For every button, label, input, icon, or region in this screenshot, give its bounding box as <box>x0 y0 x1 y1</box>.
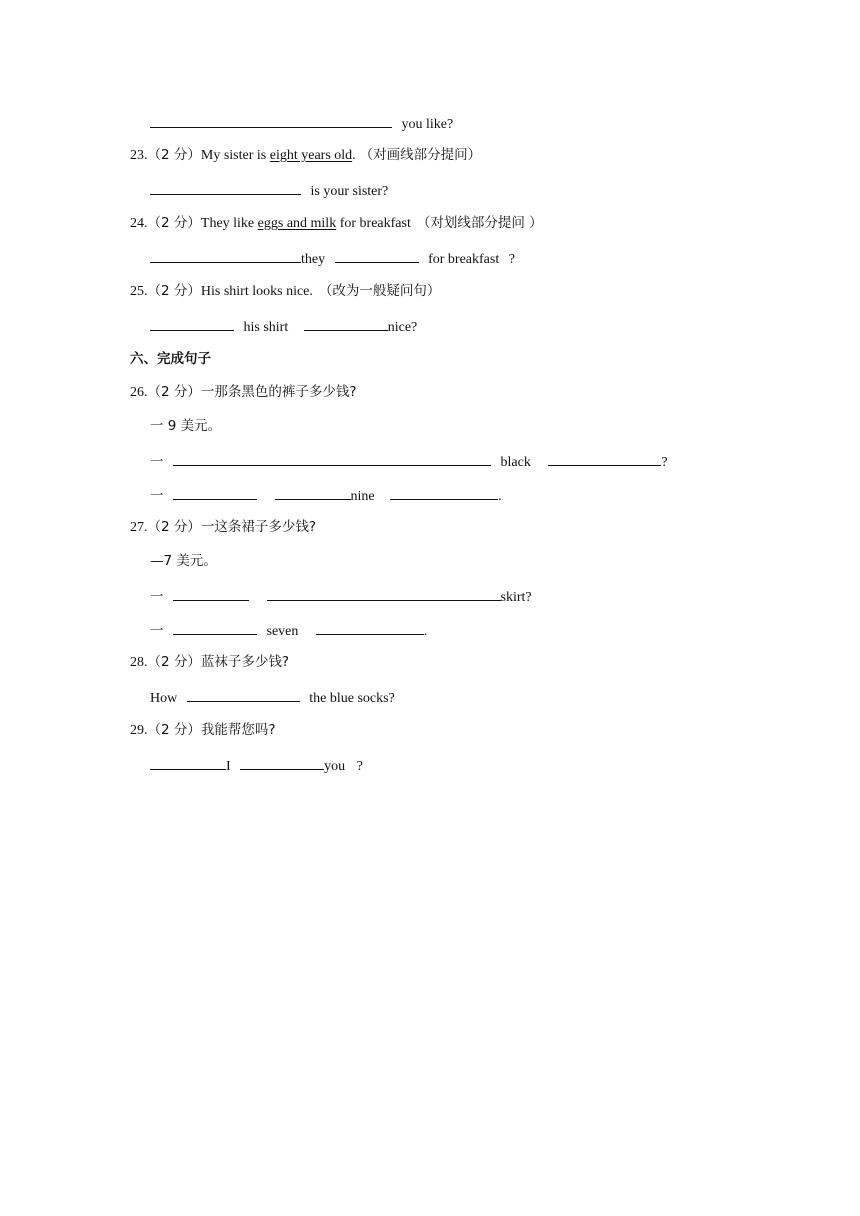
answer-text: his shirt <box>243 320 289 335</box>
answer-text: . <box>498 489 502 504</box>
answer-blank[interactable] <box>150 113 392 128</box>
q27-reply: —7 美元。 <box>150 553 217 569</box>
answer-text: I <box>226 759 231 774</box>
q24-question <box>130 214 543 233</box>
answer-text: you <box>324 759 346 774</box>
answer-text: skirt? <box>500 590 532 605</box>
answer-blank[interactable] <box>548 451 661 466</box>
q27-answer-line-1 <box>150 586 532 607</box>
sentence-text: They like <box>200 216 258 231</box>
answer-text: for breakfast <box>428 252 500 267</box>
dialogue-dash: 一 <box>150 454 164 470</box>
answer-text: nice? <box>387 320 418 335</box>
q28-question <box>130 653 289 672</box>
answer-blank[interactable] <box>150 180 301 195</box>
q29-answer-line <box>150 755 363 776</box>
answer-text: nine <box>350 489 375 504</box>
sentence-text: My sister is <box>200 148 270 163</box>
answer-blank[interactable] <box>173 485 257 500</box>
q23-answer-line <box>150 180 388 201</box>
sentence-text: His shirt looks nice. <box>200 284 313 299</box>
answer-text: the blue socks? <box>309 691 395 706</box>
answer-text: ? <box>356 759 363 774</box>
q27-answer-line-2 <box>150 620 427 641</box>
answer-text: ? <box>661 455 668 470</box>
dialogue-dash: 一 <box>150 589 164 605</box>
sentence-text: . <box>352 148 356 163</box>
question-instruction: （改为一般疑问句） <box>318 283 441 299</box>
answer-blank[interactable] <box>240 755 324 770</box>
question-number: 24. <box>130 216 148 231</box>
answer-text: black <box>500 455 531 470</box>
answer-blank[interactable] <box>267 586 501 601</box>
answer-text: seven <box>266 624 299 639</box>
question-number: 23. <box>130 148 148 163</box>
answer-blank[interactable] <box>316 620 424 635</box>
question-prompt: 一那条黑色的裤子多少钱? <box>200 384 357 400</box>
answer-blank[interactable] <box>304 316 388 331</box>
q28-answer-line <box>150 687 395 708</box>
answer-blank[interactable] <box>335 248 419 263</box>
underlined-phrase: eggs and milk <box>257 216 337 231</box>
question-number: 27. <box>130 520 148 535</box>
q25-question <box>130 282 440 301</box>
q25-answer-line <box>150 316 417 337</box>
q26-reply: 一 9 美元。 <box>150 418 222 434</box>
question-points: （2 分） <box>147 519 201 535</box>
q26-question <box>130 383 357 402</box>
answer-text: is your sister? <box>310 184 389 199</box>
q23-question <box>130 146 481 165</box>
question-points: （2 分） <box>147 147 201 163</box>
answer-blank[interactable] <box>275 485 351 500</box>
answer-blank[interactable] <box>173 620 257 635</box>
q26-answer-line-2 <box>150 485 502 506</box>
answer-blank[interactable] <box>173 586 249 601</box>
question-points: （2 分） <box>147 384 201 400</box>
q24-answer-line <box>150 248 515 269</box>
answer-blank[interactable] <box>173 451 491 466</box>
question-points: （2 分） <box>147 215 201 231</box>
answer-text: ? <box>508 252 515 267</box>
answer-text: they <box>301 252 326 267</box>
q26-answer-line-1 <box>150 451 668 472</box>
q22-answer-line <box>150 113 453 134</box>
q22-answer-tail: you like? <box>401 117 454 132</box>
answer-blank[interactable] <box>150 248 301 263</box>
sentence-text: for breakfast <box>336 216 411 231</box>
question-number: 25. <box>130 284 148 299</box>
answer-blank[interactable] <box>150 316 234 331</box>
section-heading: 六、完成句子 <box>130 351 211 367</box>
q29-question <box>130 721 276 740</box>
answer-text: How <box>150 691 178 706</box>
answer-blank[interactable] <box>150 755 226 770</box>
question-instruction: （对划线部分提问 ） <box>416 215 543 231</box>
question-number: 29. <box>130 723 148 738</box>
answer-blank[interactable] <box>187 687 300 702</box>
question-prompt: 蓝袜子多少钱? <box>200 654 290 670</box>
answer-blank[interactable] <box>390 485 498 500</box>
question-points: （2 分） <box>147 654 201 670</box>
underlined-phrase: eight years old <box>269 148 353 163</box>
question-number: 28. <box>130 655 148 670</box>
answer-text: . <box>423 624 428 639</box>
question-prompt: 一这条裙子多少钱? <box>200 519 317 535</box>
question-prompt: 我能帮您吗? <box>200 722 276 738</box>
dialogue-dash: 一 <box>150 623 164 639</box>
dialogue-dash: 一 <box>150 488 164 504</box>
question-points: （2 分） <box>147 283 201 299</box>
question-instruction: （对画线部分提问） <box>359 147 482 163</box>
question-number: 26. <box>130 385 148 400</box>
question-points: （2 分） <box>147 722 201 738</box>
q27-question <box>130 518 316 537</box>
